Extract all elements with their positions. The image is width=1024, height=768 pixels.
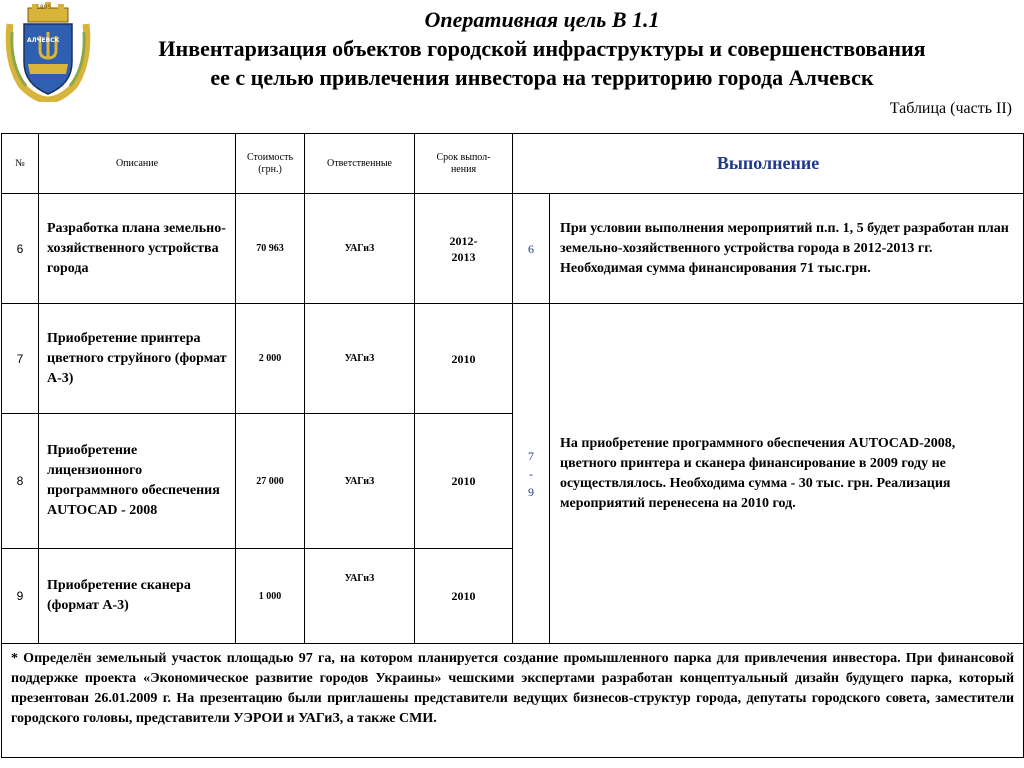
column-header-num: №: [2, 134, 39, 194]
table-row: [2, 304, 1024, 414]
row-description: Приобретение принтера цветного струйного (формат А-3): [39, 304, 236, 414]
execution-text: На приобретение программного обеспечения AUTOCAD-2008, цветного принтера и сканера финансирование в 2009 году не осуществлялось. Необходима сумма - 30 тыс. грн. Реализация мероприятий перенесена на 2010 год.: [550, 304, 1024, 644]
execution-reference: 6: [513, 194, 550, 304]
page-title-line-3: ее с целью привлечения инвестора на территорию города Алчевск: [210, 65, 874, 90]
execution-reference-start: 7: [528, 448, 534, 463]
execution-reference: [513, 304, 550, 644]
row-cost: 70 963: [236, 194, 305, 304]
execution-reference-dash: -: [529, 466, 533, 481]
document-header: [60, 6, 1024, 92]
row-responsible: УАГиЗ: [305, 194, 415, 304]
row-number: 7: [2, 304, 39, 414]
row-responsible: УАГиЗ: [305, 304, 415, 414]
row-term: 2010: [415, 414, 513, 549]
column-header-responsible: Ответственные: [305, 134, 415, 194]
page-title-line-2: Инвентаризация объектов городской инфраструктуры и совершенствования: [158, 36, 926, 61]
row-term: 2012-2013: [415, 194, 513, 304]
row-description: Приобретение сканера (формат А-3): [39, 549, 236, 644]
table-header-row: [2, 134, 1024, 194]
column-header-description: Описание: [39, 134, 236, 194]
column-header-cost: Стоимость (грн.): [236, 134, 305, 194]
execution-text: При условии выполнения мероприятий п.п. 1, 5 будет разработан план земельно-хозяйственного устройства города в 2012-2013 гг. Необходимая сумма финансирования 71 тыс.грн.: [550, 194, 1024, 304]
row-term: 2010: [415, 549, 513, 644]
execution-reference-end: 9: [528, 484, 534, 499]
row-responsible: УАГиЗ: [305, 414, 415, 549]
footnote-row: [2, 644, 1024, 758]
column-header-term: Срок выпол-нения: [415, 134, 513, 194]
row-cost: 2 000: [236, 304, 305, 414]
row-responsible: УАГиЗ: [305, 549, 415, 644]
row-description: Приобретение лицензионного программного обеспечения AUTOCAD - 2008: [39, 414, 236, 549]
column-header-execution: Выполнение: [513, 134, 1024, 194]
row-description: Разработка плана земельно-хозяйственного устройства города: [39, 194, 236, 304]
table-subtitle: Таблица (часть II): [889, 100, 1012, 117]
logo-year: 1895: [36, 4, 52, 11]
logo-name: АЛЧЕВСК: [27, 37, 60, 44]
row-number: 6: [2, 194, 39, 304]
data-table: [1, 133, 1024, 758]
row-number: 9: [2, 549, 39, 644]
page-title: Оперативная цель В 1.1: [424, 7, 660, 32]
row-number: 8: [2, 414, 39, 549]
footnote: * Определён земельный участок площадью 97 га, на котором планируется создание промышленного парка для привлечения инвестора. При финансовой поддержке проекта «Экономическое развитие городов Украины» чешскими экспертами разработан концептуальный дизайн будущего парка, который презентован 26.01.2009 г. На презентацию были приглашены представители ведущих бизнесов-структур города, депутаты городского совета, заместители городского головы, представители УЭРОИ и УАГиЗ, а также СМИ.: [2, 644, 1024, 758]
table-row: [2, 194, 1024, 304]
row-cost: 1 000: [236, 549, 305, 644]
row-cost: 27 000: [236, 414, 305, 549]
row-term: 2010: [415, 304, 513, 414]
